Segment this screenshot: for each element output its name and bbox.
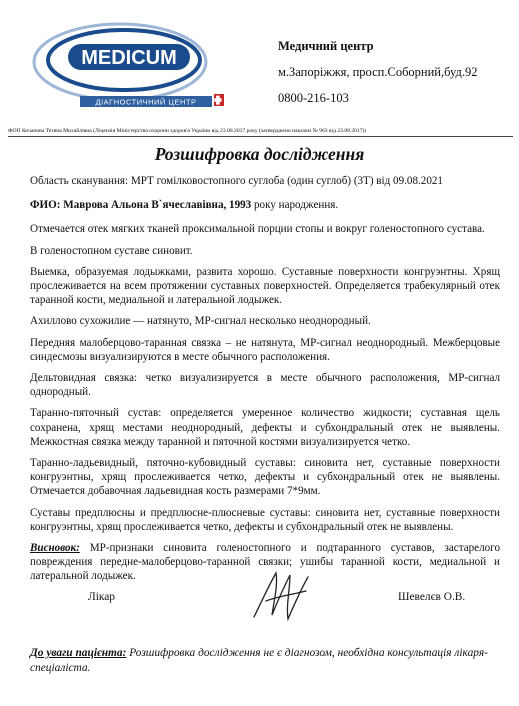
conclusion-text: МР-признаки синовита голеностопного и подтаранного суставов, застарелого повреждения передне-малоберцово-таранной связки; ушибы таранной кости, медиальной и латеральной лодыжек.	[30, 542, 500, 583]
paragraph: Дельтовидная связка: четко визуализируется в месте обычного расположения, МР-сигнал однородный.	[30, 372, 500, 399]
patient-line	[30, 198, 500, 212]
report-body	[30, 174, 500, 591]
paragraph: Ахиллово сухожилие — натянуто, МР-сигнал несколько неоднородный.	[30, 315, 371, 328]
logo-brand-text: MEDICUM	[81, 47, 177, 69]
document-title: Розшифровка дослідження	[154, 144, 365, 164]
paragraph: Таранно-пяточный сустав: определяется умеренное количество жидкости; суставная щель сохранена, хрящ местами неоднородный, дефекты и субхондральный отек не выявлены. Межкостная связка между таранной и пяточной костями визуализируется четко.	[30, 407, 500, 448]
license-line: ФОП Кочанова Тетяна Михайлівна (Ліцензія Міністерства охорони здоров'я України від 23.08.2017 року (затверджено наказом № 963 від 23.08.2017))	[8, 128, 367, 134]
paragraph: Таранно-ладьевидный, пяточно-кубовидный суставы: синовита нет, суставные поверхности конгруэнтны, хрящ прослеживается четко, дефекты и субхондральный отек не выявлены. Отмечается добавочная ладьевидная кость размерами 7*9мм.	[30, 457, 500, 498]
doctor-label: Лікар	[88, 591, 116, 603]
patient-suffix: року народження.	[251, 199, 339, 212]
doctor-signature	[246, 565, 316, 625]
doctor-name: Шевелєв О.В.	[398, 591, 466, 603]
paragraph: Суставы предплюсны и предплюсне-плюсневые суставы: синовита нет, суставные поверхности конгруэнтны, хрящ прослеживается четко, дефекты и субхондральный отек не выявлены.	[30, 506, 500, 533]
header-divider	[8, 136, 513, 137]
center-address: м.Запоріжжя, просп.Соборний,буд.92	[278, 65, 478, 79]
paragraph: Передняя малоберцово-таранная связка – не натянута, МР-сигнал неоднородный. Межберцовые синдесмозы визуализируются в месте обычного расположения.	[30, 336, 500, 363]
medicum-logo	[28, 20, 228, 112]
patient-note-text: Розшифровка дослідження не є діагнозом, необхідна консультація лікаря-спеціаліста.	[30, 647, 488, 674]
center-phone: 0800-216-103	[278, 91, 349, 105]
patient-note-label: До уваги пацієнта:	[30, 647, 127, 659]
scan-area: Область сканування: МРТ гомілковостопного суглоба (один суглоб) (3Т) від 09.08.2021	[30, 175, 443, 187]
logo-tagline: ДІАГНОСТИЧНИЙ ЦЕНТР	[95, 97, 197, 107]
paragraph: Отмечается отек мягких тканей проксимальной порции стопы и вокруг голеностопного сустава.	[30, 223, 485, 236]
center-info	[278, 33, 477, 111]
conclusion-label: Висновок:	[30, 542, 80, 555]
center-name: Медичний центр	[278, 39, 374, 53]
patient-note	[30, 646, 500, 676]
paragraph: В голеностопном суставе синовит.	[30, 244, 193, 257]
paragraph: Выемка, образуемая лодыжками, развита хорошо. Суставные поверхности конгруэнтны. Хрящ прослеживается на всем протяжении суставных поверхностей. Определяется трабекулярный отек таранной кости, медиальной и латеральной лодыжек.	[30, 265, 500, 307]
patient-name: Маврова Альона В`ячеславівна, 1993	[63, 199, 252, 212]
patient-label: ФИО:	[30, 199, 64, 212]
